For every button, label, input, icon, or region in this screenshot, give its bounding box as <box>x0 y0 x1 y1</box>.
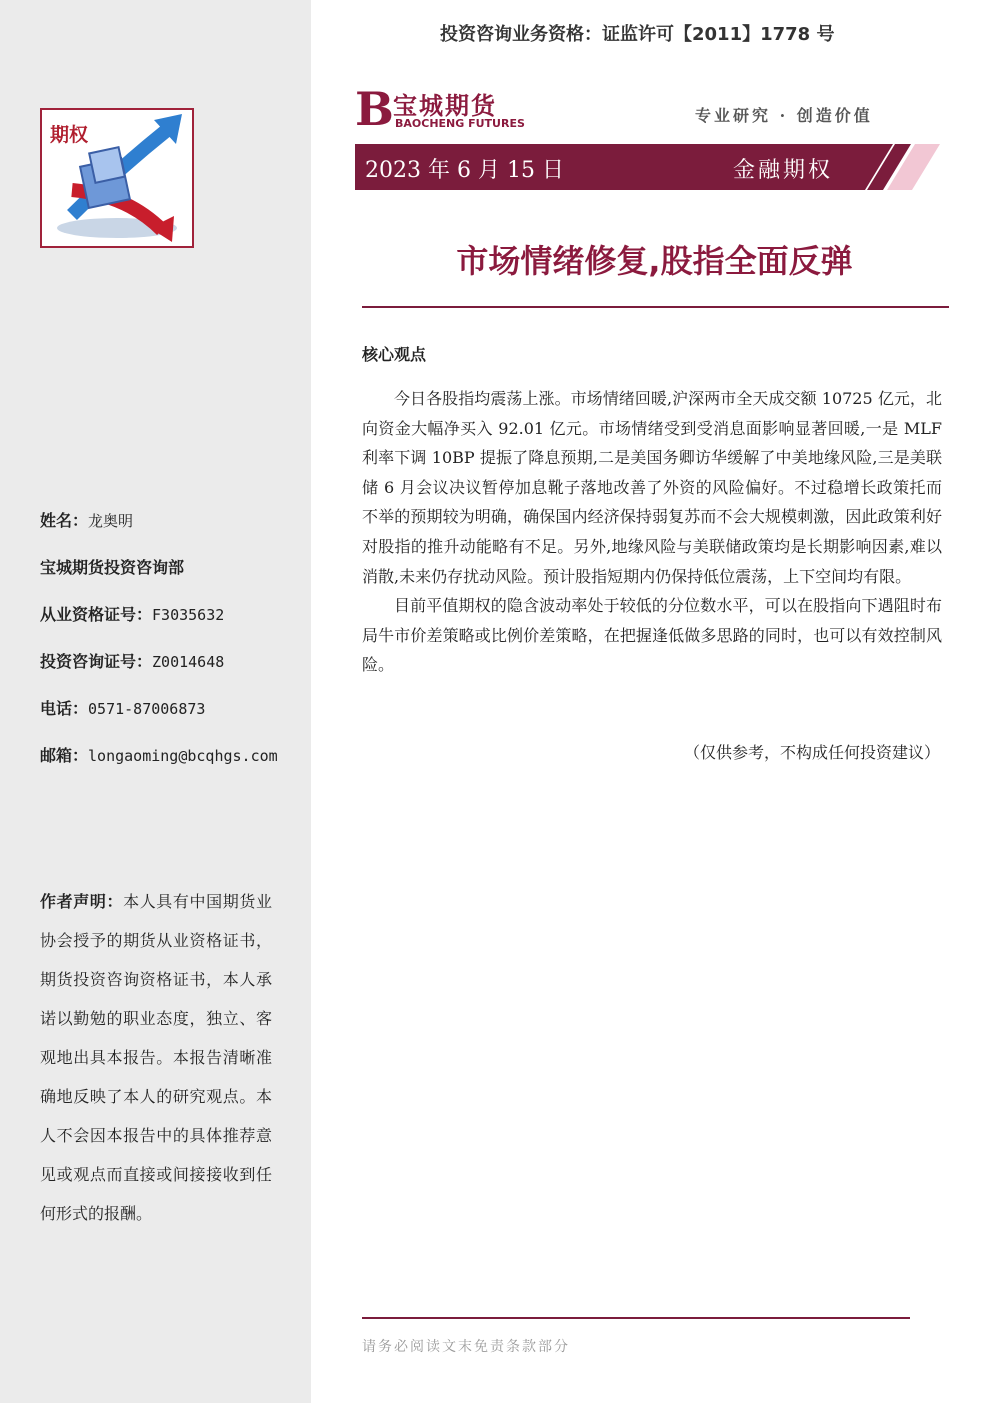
profile-name-row <box>40 508 300 555</box>
consult-value: Z0014648 <box>152 653 225 671</box>
options-cover-image <box>40 108 194 248</box>
license-value: F3035632 <box>152 606 225 624</box>
name-label: 姓名： <box>40 511 89 530</box>
title-divider <box>362 306 949 308</box>
date-banner <box>355 144 940 190</box>
footer-note: 请务必阅读文末免责条款部分 <box>362 1339 570 1355</box>
body-paragraph-2: 目前平值期权的隐含波动率处于较低的分位数水平，可以在股指向下遇阻时布局牛市价差策略或比例价差策略，在把握逢低做多思路的同时，也可以有效控制风险。 <box>362 596 942 675</box>
profile-consult-row <box>40 649 300 696</box>
disclaimer-note: （仅供参考，不构成任何投资建议） <box>683 743 940 762</box>
department-name: 宝城期货投资咨询部 <box>40 558 185 577</box>
email-value[interactable]: longaoming@bcqhgs.com <box>88 747 278 765</box>
cover-label: 期权 <box>50 124 89 146</box>
report-body <box>362 384 942 680</box>
logo-english-name: BAOCHENG FUTURES <box>395 117 525 130</box>
profile-license-row <box>40 602 300 649</box>
company-slogan: 专业研究 · 创造价值 <box>695 106 873 125</box>
phone-value: 0571-87006873 <box>88 700 206 718</box>
body-paragraph-1: 今日各股指均震荡上涨。市场情绪回暖,沪深两市全天成交额 10725 亿元，北向资金大幅净买入 92.01 亿元。市场情绪受到受消息面影响显著回暖,一是 MLF 利率下调 10BP 提振了降息预期,二是美国务卿访华缓解了中美地缘风险,三是美联储 6 月会议决议暂停加息靴子落地改善了外资的风险偏好。不过稳增长政策托而不举的预期较为明确，确保国内经济保持弱复苏而不会大规模刺激，因此政策利好对股指的推升动能略有不足。另外,地缘风险与美联储政策均是长期影响因素,难以消散,未来仍存扰动风险。预计股指短期内仍保持低位震荡，上下空间均有限。 <box>362 389 942 586</box>
sidebar <box>0 0 311 1403</box>
name-value: 龙奥明 <box>88 512 134 530</box>
section-heading: 核心观点 <box>362 345 427 364</box>
logo-mark: B <box>355 82 394 136</box>
company-logo <box>355 82 525 136</box>
email-label: 邮箱： <box>40 746 89 765</box>
footer-divider <box>362 1317 910 1319</box>
report-date: 2023 年 6 月 15 日 <box>365 158 564 183</box>
author-statement <box>40 882 272 1233</box>
profile-phone-row <box>40 696 300 743</box>
license-label: 从业资格证号： <box>40 605 153 624</box>
consult-label: 投资咨询证号： <box>40 652 153 671</box>
profile-department-row <box>40 555 300 602</box>
report-category: 金融期权 <box>733 158 834 183</box>
license-header: 投资咨询业务资格：证监许可【2011】1778 号 <box>440 24 835 45</box>
phone-label: 电话： <box>40 699 89 718</box>
statement-text: 本人具有中国期货业协会授予的期货从业资格证书，期货投资咨询资格证书，本人承诺以勤勉的职业态度，独立、客观地出具本报告。本报告清晰准确地反映了本人的研究观点。本人不会因本报告中的具体推荐意见或观点而直接或间接接收到任何形式的报酬。 <box>40 892 272 1223</box>
profile-email-row <box>40 743 300 790</box>
logo-chinese-name: 宝城期货 <box>393 91 497 120</box>
statement-label: 作者声明： <box>40 892 124 911</box>
author-profile <box>40 508 300 790</box>
report-title: 市场情绪修复,股指全面反弹 <box>456 242 853 280</box>
